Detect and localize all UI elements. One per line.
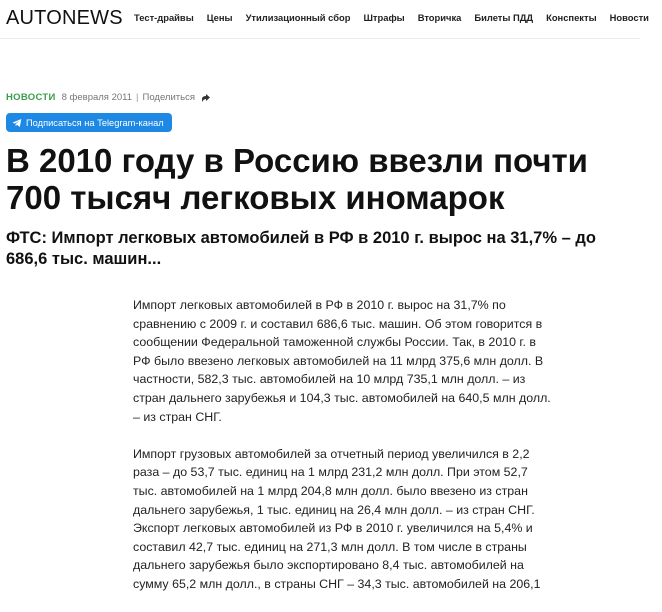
telegram-button-label: Подписаться на Telegram-канал [26,117,164,128]
article-title: В 2010 году в Россию ввезли почти 700 тысяч легковых иномарок [6,142,588,216]
rubric-link[interactable]: НОВОСТИ [6,92,56,103]
publish-date: 8 февраля 2011 [61,92,133,103]
article-body [133,296,553,612]
nav-item-prices[interactable]: Цены [206,12,233,23]
article-paragraph: Импорт легковых автомобилей в РФ в 2010 г. вырос на 31,7% по сравнению с 2009 г. и составил 686,6 тыс. машин. Об этом говорится в сообщении Федеральной таможенной службы России. Так, в 2010 г. в РФ было ввезено легковых автомобилей на 11 млрд 375,6 млн долл. В частности, 582,3 тыс. автомобилей на 10 млрд 735,1 млн долл. – из стран дальнего зарубежья и 104,3 тыс. автомобилей на 640,5 млн долл. – из стран СНГ. [133,298,551,424]
nav-item-fines[interactable]: Штрафы [363,12,405,23]
article-meta [6,92,211,103]
nav-item-traffic-tickets[interactable]: Билеты ПДД [474,12,534,23]
telegram-icon [12,118,22,128]
share-arrow-icon[interactable] [201,93,211,103]
nav-item-news[interactable]: Новости [609,12,649,23]
site-logo[interactable]: AUTONEWS [6,7,123,29]
article-subtitle: ФТС: Импорт легковых автомобилей в РФ в 2010 г. вырос на 31,7% – до 686,6 тыс. машин... [6,229,596,268]
meta-divider: | [136,92,139,103]
nav-item-recycling-fee[interactable]: Утилизационный сбор [245,12,351,23]
nav-item-test-drives[interactable]: Тест-драйвы [134,12,194,23]
top-navigation-bar [0,0,649,39]
telegram-subscribe-button[interactable] [6,113,172,132]
main-nav [134,12,662,23]
share-label[interactable]: Поделиться [142,92,195,103]
nav-item-used-cars[interactable]: Вторичка [417,12,462,23]
nav-item-summaries[interactable]: Конспекты [546,12,597,23]
article-paragraph: Импорт грузовых автомобилей за отчетный период увеличился в 2,2 раза – до 53,7 тыс. единиц на 1 млрд 231,2 млн долл. При этом 52,7 тыс. автомобилей на 1 млрд 204,8 млн долл. было ввезено из стран дальнего зарубежья, 1 тыс. единиц на 26,4 млн долл. – из стран СНГ. Экспорт легковых автомобилей из РФ в 2010 г. увеличился на 5,4% и составил 42,7 тыс. единиц на 271,3 млн долл. В том числе в страны дальнего зарубежья было экспортировано 8,4 тыс. автомобилей на сумму 65,2 млн долл., в страны СНГ – 34,3 тыс. автомобилей на 206,1 [133,446,541,591]
